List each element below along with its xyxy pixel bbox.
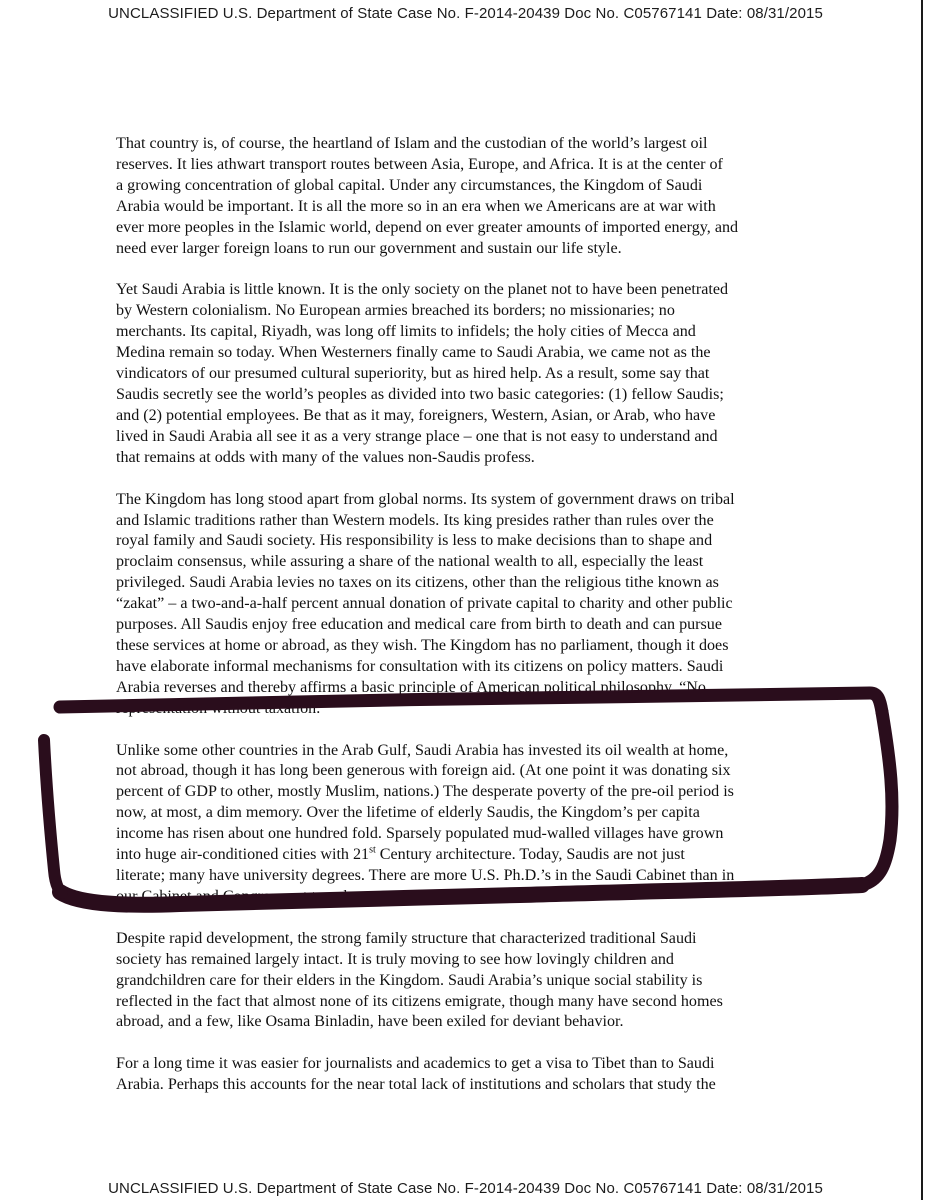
text-line: percent of GDP to other, mostly Muslim, nations.) The desperate poverty of the pre-oil period is bbox=[116, 783, 734, 801]
marker-left-stroke bbox=[44, 740, 62, 893]
text-line: not abroad, though it has long been generous with foreign aid. (At one point it was donating six bbox=[116, 762, 731, 780]
text-line: now, at most, a dim memory. Over the lifetime of elderly Saudis, the Kingdom’s per capita bbox=[116, 804, 700, 822]
text-line: need ever larger foreign loans to run our government and sustain our life style. bbox=[116, 239, 622, 257]
text-line: royal family and Saudi society. His responsibility is less to make decisions than to shape and bbox=[116, 532, 713, 550]
text-line: and (2) potential employees. Be that as it may, foreigners, Western, Asian, or Arab, who have bbox=[116, 406, 716, 424]
text-line: representation without taxation.” bbox=[116, 699, 328, 717]
text-line: have elaborate informal mechanisms for consultation with its citizens on policy matters. Saudi bbox=[116, 657, 724, 675]
text-line: Arabia reverses and thereby affirms a basic principle of American political philosophy. “No bbox=[116, 678, 706, 696]
text-line: grandchildren care for their elders in the Kingdom. Saudi Arabia’s unique social stability is bbox=[116, 971, 703, 989]
text-line: proclaim consensus, while assuring a share of the national wealth to all, especially the least bbox=[116, 553, 704, 571]
paragraph-3 bbox=[116, 490, 821, 720]
document-body bbox=[116, 134, 821, 1117]
footer-banner: UNCLASSIFIED U.S. Department of State Case No. F-2014-20439 Doc No. C05767141 Date: 08/31/2015 bbox=[108, 1180, 823, 1197]
text-line: these services at home or abroad, as they wish. The Kingdom has no parliament, though it does bbox=[116, 636, 729, 654]
text-line: reflected in the fact that almost none of its citizens emigrate, though many have second homes bbox=[116, 992, 723, 1010]
text-line: literate; many have university degrees. There are more U.S. Ph.D.’s in the Saudi Cabinet than in bbox=[116, 867, 735, 884]
text-line: The Kingdom has long stood apart from global norms. Its system of government draws on tribal bbox=[116, 490, 735, 508]
text-line: Saudis secretly see the world’s peoples as divided into two basic categories: (1) fellow Saudis; bbox=[116, 385, 724, 403]
text-line: That country is, of course, the heartland of Islam and the custodian of the world’s largest oil bbox=[116, 135, 708, 152]
text-line: Medina remain so today. When Westerners finally came to Saudi Arabia, we came not as the bbox=[116, 344, 711, 362]
text-line: vindicators of our presumed cultural superiority, but as hired help. As a result, some say that bbox=[116, 365, 710, 383]
text-line: purposes. All Saudis enjoy free education and medical care from birth to death and can pursue bbox=[116, 616, 722, 634]
text-line: merchants. Its capital, Riyadh, was long off limits to infidels; the holy cities of Mecca and bbox=[116, 323, 696, 341]
marker-right-stroke bbox=[862, 712, 892, 885]
page-edge-line bbox=[921, 0, 923, 1200]
header-banner: UNCLASSIFIED U.S. Department of State Case No. F-2014-20439 Doc No. C05767141 Date: 08/31/2015 bbox=[108, 5, 823, 22]
text-line: Arabia. Perhaps this accounts for the near total lack of institutions and scholars that study the bbox=[116, 1076, 716, 1094]
text-line: and Islamic traditions rather than Western models. Its king presides rather than rules over the bbox=[116, 511, 714, 529]
text-line: a growing concentration of global capital. Under any circumstances, the Kingdom of Saudi bbox=[116, 176, 703, 194]
paragraph-2 bbox=[116, 280, 821, 468]
text-line: that remains at odds with many of the values non-Saudis profess. bbox=[116, 448, 535, 466]
paragraph-5 bbox=[116, 929, 821, 1034]
text-line: “zakat” – a two-and-a-half percent annual donation of private capital to charity and other public bbox=[116, 595, 733, 613]
text-line: our Cabinet and Congress put together. bbox=[116, 887, 368, 905]
text-line: Yet Saudi Arabia is little known. It is the only society on the planet not to have been penetrated bbox=[116, 281, 729, 299]
text-line-with-superscript bbox=[116, 845, 821, 866]
text-line: abroad, and a few, like Osama Binladin, have been exiled for deviant behavior. bbox=[116, 1013, 624, 1031]
text-line: ever more peoples in the Islamic world, depend on ever greater amounts of imported energy, and bbox=[116, 218, 739, 236]
text-line: by Western colonialism. No European armies breached its borders; no missionaries; no bbox=[116, 302, 675, 320]
paragraph-6 bbox=[116, 1054, 821, 1096]
text-line: Arabia would be important. It is all the more so in an era when we Americans are at war with bbox=[116, 197, 716, 215]
paragraph-1 bbox=[116, 134, 821, 259]
text-line: society has remained largely intact. It is truly moving to see how lovingly children and bbox=[116, 950, 674, 968]
text-segment: into huge air-conditioned cities with 21 bbox=[116, 846, 370, 864]
text-line: privileged. Saudi Arabia levies no taxes on its citizens, other than the religious tithe known as bbox=[116, 574, 719, 592]
text-line: Unlike some other countries in the Arab Gulf, Saudi Arabia has invested its oil wealth at home, bbox=[116, 741, 729, 759]
text-line: reserves. It lies athwart transport routes between Asia, Europe, and Africa. It is at the center of bbox=[116, 155, 723, 173]
text-segment: Century architecture. Today, Saudis are not just bbox=[375, 846, 685, 864]
text-line: Despite rapid development, the strong family structure that characterized traditional Saudi bbox=[116, 929, 697, 947]
superscript: st bbox=[369, 844, 376, 856]
text-line: lived in Saudi Arabia all see it as a very strange place – one that is not easy to understand and bbox=[116, 427, 718, 445]
paragraph-4-highlighted bbox=[116, 741, 821, 908]
text-line: For a long time it was easier for journalists and academics to get a visa to Tibet than to Saudi bbox=[116, 1055, 715, 1073]
text-line: income has risen about one hundred fold. Sparsely populated mud-walled villages have grown bbox=[116, 825, 724, 843]
